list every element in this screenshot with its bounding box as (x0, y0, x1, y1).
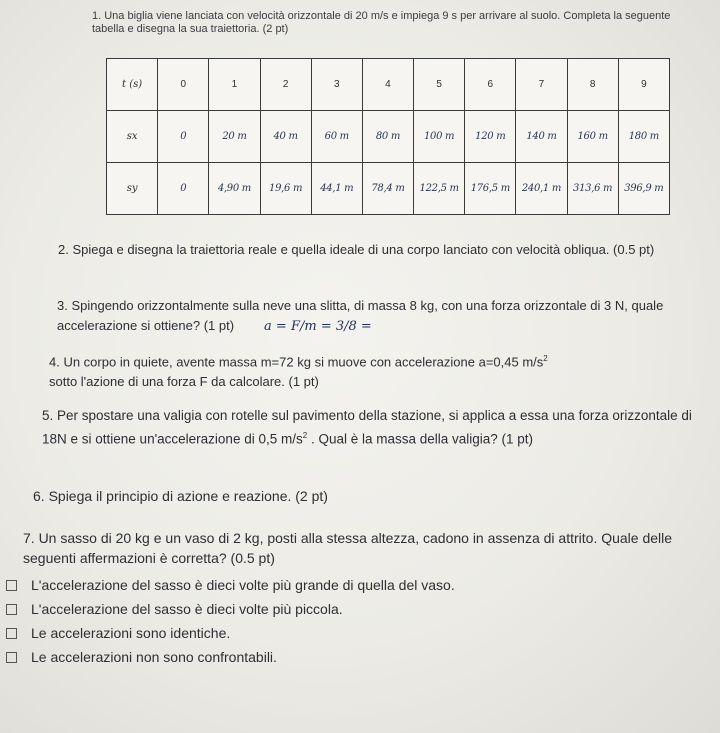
question-7: 7. Un sasso di 20 kg e un vaso di 2 kg, posti alla stessa altezza, cadono in assenza di attrito. Quale delle seguenti affermazioni è corretta? (0.5 pt) (23, 530, 673, 566)
table-cell: 4 (362, 59, 413, 111)
table-cell: 1 (209, 59, 260, 111)
exponent: 2 (543, 354, 548, 363)
table-cell: sx (107, 111, 158, 163)
table-cell: 8 (567, 59, 618, 111)
handwritten-cell: 122,5 m (414, 163, 465, 215)
kinematics-table (106, 58, 670, 215)
table-cell: 0 (158, 59, 209, 111)
option-label: Le accelerazioni sono identiche. (31, 625, 231, 641)
handwritten-cell: 4,90 m (209, 163, 260, 215)
question-3-text: 3. Spingendo orizzontalmente sulla neve una slitta, di massa 8 kg, con una forza orizzontale di 3 N, quale accelerazione si ottiene? (1 pt) (57, 298, 664, 333)
question-6: 6. Spiega il principio di azione e reazione. (2 pt) (33, 488, 328, 504)
handwritten-cell: 100 m (414, 111, 465, 163)
handwritten-answer: a = F/m = 3/8 = (264, 319, 372, 334)
handwritten-cell: 180 m (618, 111, 669, 163)
option-1[interactable] (6, 573, 706, 597)
table-row-sy (107, 163, 670, 215)
handwritten-cell: 44,1 m (311, 163, 362, 215)
handwritten-cell: 160 m (567, 111, 618, 163)
checkbox[interactable] (6, 580, 17, 591)
question-4 (49, 349, 714, 392)
table-row-time (107, 59, 670, 111)
handwritten-cell: 240,1 m (516, 163, 567, 215)
question-5 (42, 406, 712, 450)
table-cell: 2 (260, 59, 311, 111)
question-1: 1. Una biglia viene lanciata con velocità orizzontale di 20 m/s e impiega 9 s per arrivare al suolo. Completa la seguente tabella e disegna la sua traiettoria. (2 pt) (92, 10, 671, 35)
question-3 (57, 296, 697, 337)
option-label: L'accelerazione del sasso è dieci volte più piccola. (31, 601, 343, 617)
table-cell: sy (107, 163, 158, 215)
checkbox[interactable] (6, 652, 17, 663)
handwritten-cell: 40 m (260, 111, 311, 163)
table-cell: 7 (516, 59, 567, 111)
handwritten-cell: 0 (158, 163, 209, 215)
option-4[interactable] (6, 645, 706, 669)
answer-options (6, 573, 706, 669)
handwritten-cell: 313,6 m (567, 163, 618, 215)
question-4-text-a: 4. Un corpo in quiete, avente massa m=72 kg si muove con accelerazione a=0,45 m/s (49, 354, 544, 370)
exponent: 2 (302, 431, 308, 440)
checkbox[interactable] (6, 628, 17, 639)
handwritten-cell: 396,9 m (618, 163, 669, 215)
table-cell: 6 (465, 59, 516, 111)
handwritten-cell: 120 m (465, 111, 516, 163)
handwritten-cell: 78,4 m (362, 163, 413, 215)
handwritten-cell: 176,5 m (465, 163, 516, 215)
handwritten-cell: 80 m (362, 111, 413, 163)
option-label: L'accelerazione del sasso è dieci volte più grande di quella del vaso. (31, 577, 455, 593)
checkbox[interactable] (6, 604, 17, 615)
handwritten-cell: 140 m (516, 111, 567, 163)
table-cell: 9 (618, 59, 669, 111)
handwritten-cell: 0 (158, 111, 209, 163)
handwritten-cell: 60 m (311, 111, 362, 163)
handwritten-cell: 19,6 m (260, 163, 311, 215)
handwritten-cell: 20 m (209, 111, 260, 163)
table-row-sx (107, 111, 670, 163)
table-cell: 3 (311, 59, 362, 111)
table-cell: t (s) (107, 59, 158, 111)
option-label: Le accelerazioni non sono confrontabili. (31, 649, 277, 665)
table-cell: 5 (414, 59, 465, 111)
question-4-text-b: sotto l'azione di una forza F da calcolare. (1 pt) (49, 374, 319, 390)
question-2: 2. Spiega e disegna la traiettoria reale e quella ideale di una corpo lanciato con velocità obliqua. (0.5 pt) (58, 242, 655, 257)
option-3[interactable] (6, 621, 706, 645)
question-5-text-b: . Qual è la massa della valigia? (1 pt) (307, 431, 534, 447)
question-5-text-a: 5. Per spostare una valigia con rotelle sul pavimento della stazione, si applica a essa una forza orizzontale di 18N e si ottiene un'accelerazione di 0,5 m/s (42, 408, 692, 447)
option-2[interactable] (6, 597, 706, 621)
